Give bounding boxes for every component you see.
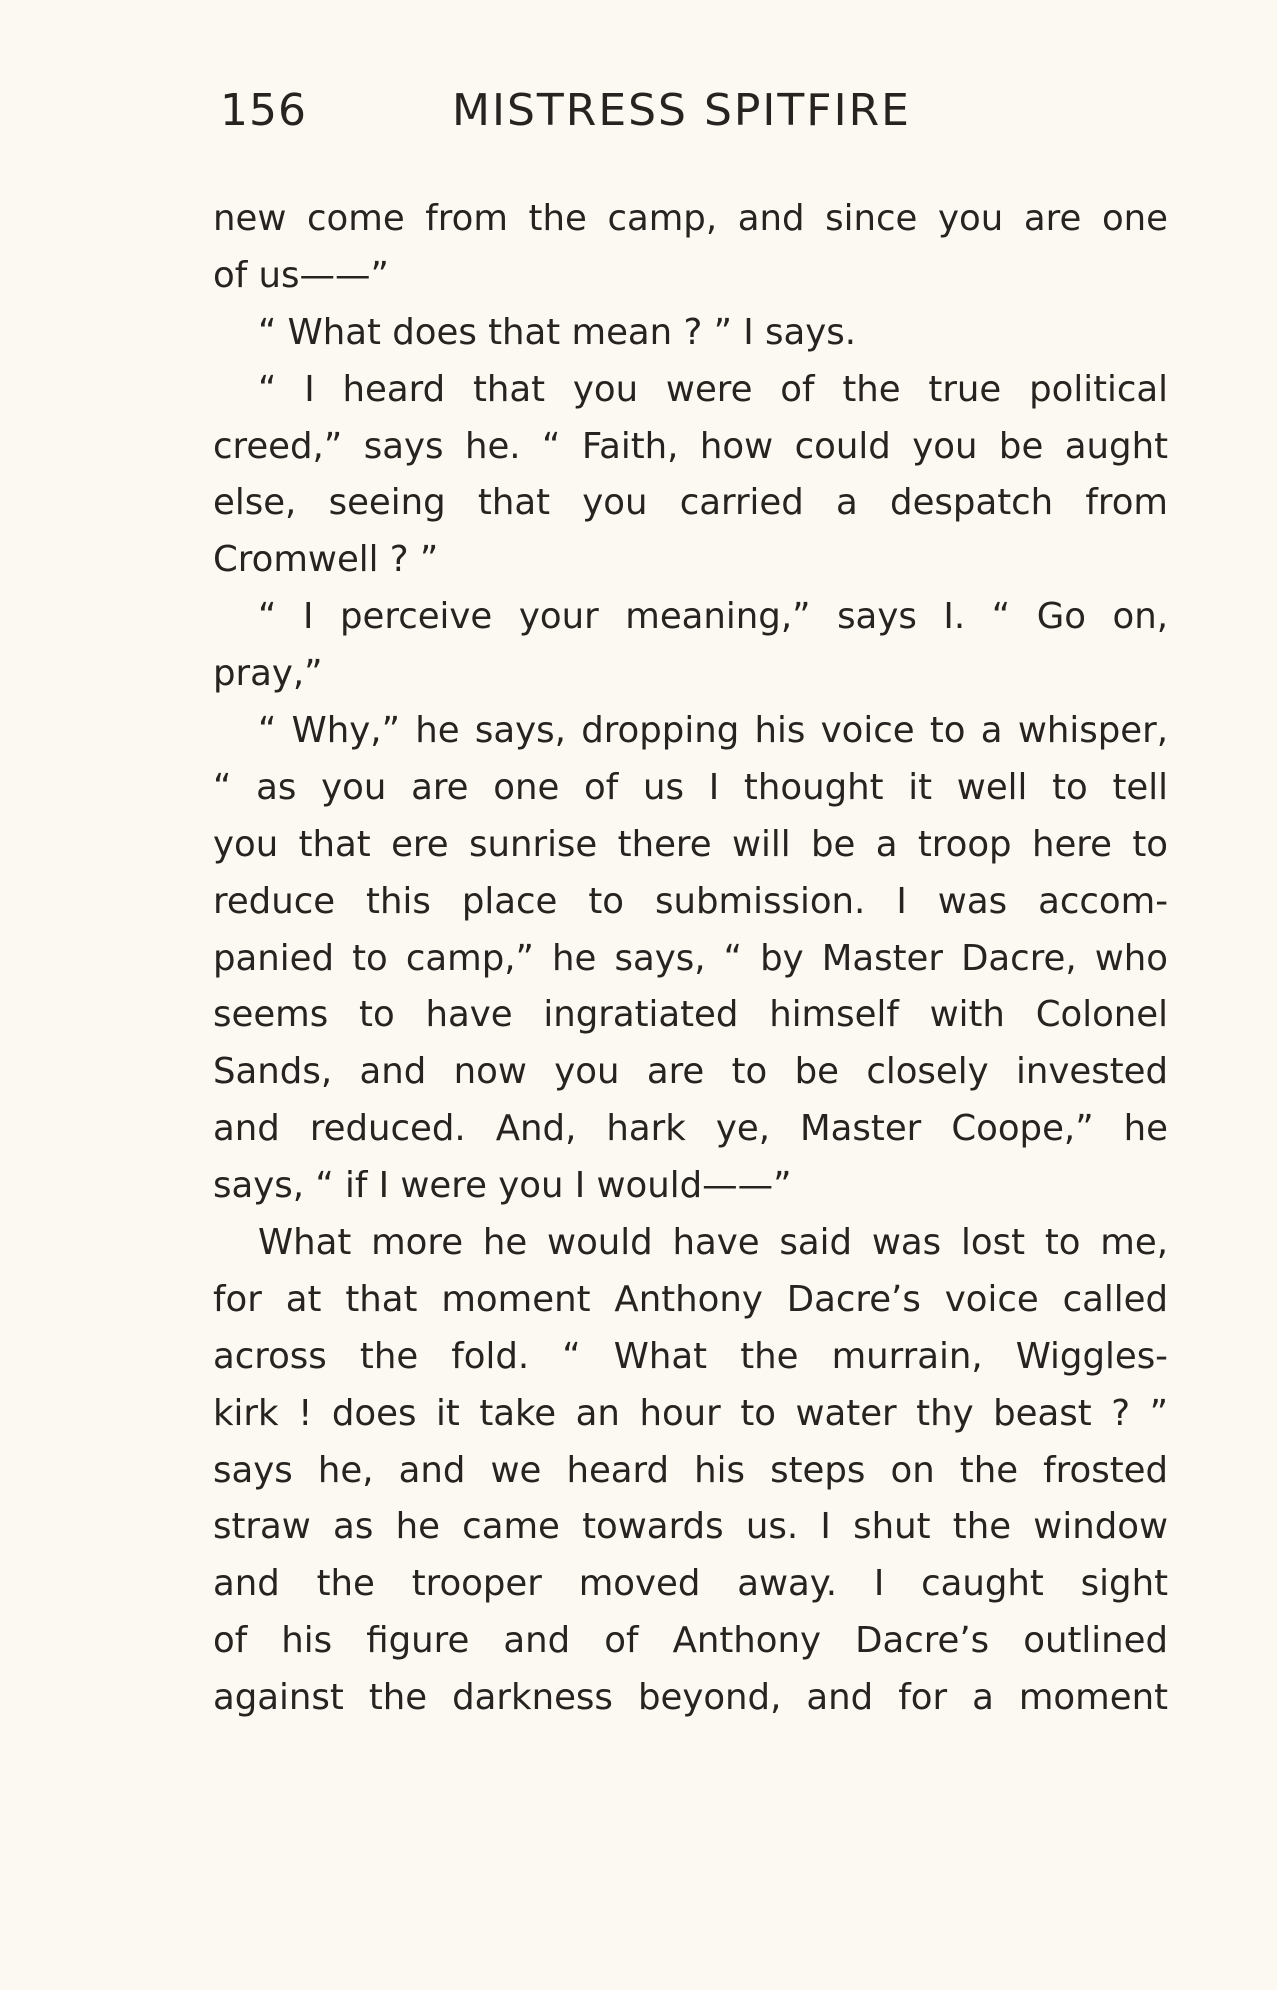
text-line: says he, and we heard his steps on the frosted	[213, 1449, 1168, 1491]
text-line: and the trooper moved away. I caught sight	[213, 1563, 1168, 1605]
text-line: against the darkness beyond, and for a moment	[213, 1677, 1168, 1719]
text-line: new come from the camp, and since you are one	[213, 198, 1168, 239]
text-line: straw as he came towards us. I shut the window	[213, 1506, 1168, 1548]
text-line: panied to camp,” he says, “ by Master Dacre, who	[213, 937, 1168, 979]
page-number: 156	[220, 85, 307, 136]
text-line: and reduced. And, hark ye, Master Coope,” he	[213, 1108, 1168, 1150]
text-line: Cromwell ? ”	[213, 539, 439, 581]
text-line: “ I perceive your meaning,” says I. “ Go on,	[258, 596, 1168, 638]
text-line: of us——”	[213, 254, 389, 296]
body-text	[213, 191, 1168, 1727]
text-line: for at that moment Anthony Dacre’s voice called	[213, 1278, 1168, 1320]
text-line: “ I heard that you were of the true political	[258, 368, 1168, 410]
text-line: else, seeing that you carried a despatch from	[213, 482, 1168, 524]
running-head	[220, 85, 1220, 155]
text-line: “ What does that mean ? ” I says.	[258, 311, 857, 353]
text-line: Sands, and now you are to be closely invested	[213, 1051, 1168, 1093]
text-line: kirk ! does it take an hour to water thy beast ? ”	[213, 1392, 1168, 1434]
book-title: MISTRESS SPITFIRE	[452, 85, 911, 136]
text-line: across the fold. “ What the murrain, Wiggles-	[213, 1335, 1168, 1377]
text-line: pray,”	[213, 653, 323, 695]
text-line: What more he would have said was lost to me,	[258, 1222, 1168, 1264]
text-line: says, “ if I were you I would——”	[213, 1165, 792, 1207]
text-line: reduce this place to submission. I was accom-	[213, 880, 1168, 922]
text-line: “ as you are one of us I thought it well to tell	[213, 766, 1168, 808]
text-line: of his figure and of Anthony Dacre’s outlined	[213, 1620, 1168, 1662]
text-line: “ Why,” he says, dropping his voice to a whisper,	[258, 710, 1168, 752]
text-line: seems to have ingratiated himself with Colonel	[213, 994, 1168, 1036]
text-line: creed,” says he. “ Faith, how could you be aught	[213, 425, 1168, 467]
text-line: you that ere sunrise there will be a troop here to	[213, 823, 1168, 865]
